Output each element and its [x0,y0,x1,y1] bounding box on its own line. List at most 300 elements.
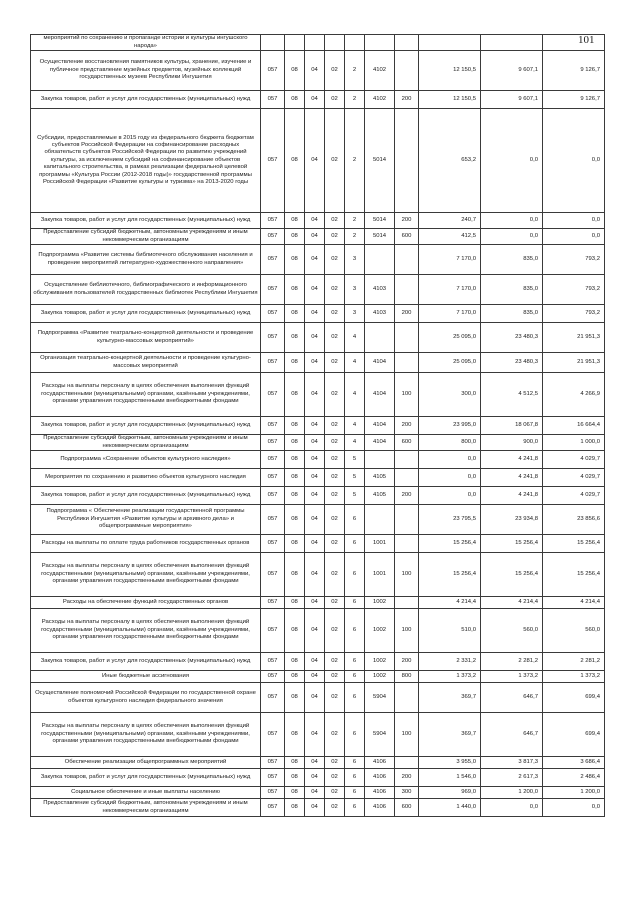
target-item-code-cell: 4104 [365,353,395,373]
amount-year1-cell: 653,2 [419,109,481,213]
target-item-code-cell: 5014 [365,109,395,213]
subprogram-code-cell: 2 [345,109,365,213]
subsection-code-cell: 04 [305,505,325,535]
expense-type-code-cell [395,51,419,91]
row-name-cell: Предоставление субсидий бюджетным, автономным учреждениям и иным некоммерческим организациям [31,799,261,817]
subsection-code-cell: 04 [305,597,325,609]
ministry-code-cell: 057 [261,373,285,417]
program-code-cell: 02 [325,305,345,323]
program-code-cell: 02 [325,109,345,213]
target-item-code-cell: 4106 [365,799,395,817]
target-item-code-cell: 4103 [365,305,395,323]
program-code-cell: 02 [325,469,345,487]
amount-year3-cell: 23 856,6 [543,505,605,535]
table-row [31,597,605,609]
program-code-cell: 02 [325,787,345,799]
section-code-cell: 08 [285,505,305,535]
section-code-cell: 08 [285,353,305,373]
ministry-code-cell: 057 [261,787,285,799]
row-name-cell: Иные бюджетные ассигнования [31,671,261,683]
amount-year2-cell: 4 241,8 [481,487,543,505]
expense-type-code-cell: 200 [395,305,419,323]
budget-table-body [31,35,605,817]
subprogram-code-cell: 6 [345,757,365,769]
amount-year1-cell: 969,0 [419,787,481,799]
row-name-cell: Осуществление библиотечного, библиографического и информационного обслуживания пользователей государственных библиотек Республики Ингушетия [31,275,261,305]
ministry-code-cell: 057 [261,505,285,535]
ministry-code-cell: 057 [261,417,285,435]
program-code-cell: 02 [325,51,345,91]
program-code-cell: 02 [325,505,345,535]
section-code-cell: 08 [285,469,305,487]
table-row [31,683,605,713]
section-code-cell: 08 [285,683,305,713]
section-code-cell: 08 [285,597,305,609]
subsection-code-cell: 04 [305,109,325,213]
amount-year3-cell: 793,2 [543,245,605,275]
expense-type-code-cell [395,469,419,487]
target-item-code-cell: 4106 [365,757,395,769]
table-row [31,451,605,469]
amount-year2-cell: 4 241,8 [481,451,543,469]
amount-year1-cell: 7 170,0 [419,245,481,275]
subprogram-code-cell: 5 [345,451,365,469]
amount-year1-cell: 25 095,0 [419,353,481,373]
ministry-code-cell: 057 [261,653,285,671]
table-row [31,535,605,553]
row-name-cell: Расходы на обеспечение функций государственных органов [31,597,261,609]
subsection-code-cell: 04 [305,469,325,487]
ministry-code-cell: 057 [261,609,285,653]
target-item-code-cell: 1002 [365,653,395,671]
amount-year2-cell: 23 934,8 [481,505,543,535]
subsection-code-cell: 04 [305,451,325,469]
amount-year3-cell: 21 951,3 [543,323,605,353]
subsection-code-cell: 04 [305,353,325,373]
amount-year3-cell: 0,0 [543,213,605,229]
amount-year3-cell: 699,4 [543,713,605,757]
ministry-code-cell: 057 [261,435,285,451]
ministry-code-cell: 057 [261,305,285,323]
table-row [31,323,605,353]
ministry-code-cell: 057 [261,91,285,109]
amount-year2-cell: 835,0 [481,275,543,305]
row-name-cell: Предоставление субсидий бюджетным, автономным учреждениям и иным некоммерческим организациям [31,229,261,245]
amount-year2-cell: 0,0 [481,109,543,213]
table-row [31,609,605,653]
table-row [31,671,605,683]
amount-year3-cell: 4 029,7 [543,451,605,469]
amount-year1-cell: 510,0 [419,609,481,653]
amount-year2-cell: 3 817,3 [481,757,543,769]
expense-type-code-cell: 100 [395,373,419,417]
amount-year2-cell: 23 480,3 [481,323,543,353]
amount-year1-cell: 23 995,0 [419,417,481,435]
program-code-cell: 02 [325,671,345,683]
target-item-code-cell: 5904 [365,713,395,757]
program-code-cell: 02 [325,245,345,275]
subprogram-code-cell: 2 [345,51,365,91]
amount-year3-cell [543,35,605,51]
subsection-code-cell: 04 [305,769,325,787]
target-item-code-cell: 5014 [365,213,395,229]
expense-type-code-cell [395,245,419,275]
table-row [31,229,605,245]
amount-year1-cell: 3 955,0 [419,757,481,769]
subprogram-code-cell: 6 [345,787,365,799]
program-code-cell: 02 [325,275,345,305]
subprogram-code-cell: 6 [345,609,365,653]
expense-type-code-cell: 200 [395,417,419,435]
subprogram-code-cell: 5 [345,487,365,505]
section-code-cell [285,35,305,51]
target-item-code-cell [365,505,395,535]
section-code-cell: 08 [285,799,305,817]
amount-year3-cell: 15 256,4 [543,553,605,597]
amount-year1-cell: 300,0 [419,373,481,417]
expense-type-code-cell [395,353,419,373]
section-code-cell: 08 [285,757,305,769]
subsection-code-cell: 04 [305,245,325,275]
program-code-cell: 02 [325,435,345,451]
amount-year1-cell: 25 095,0 [419,323,481,353]
amount-year2-cell: 23 480,3 [481,353,543,373]
row-name-cell: Расходы на выплаты персоналу в целях обеспечения выполнения функций государственными (муниципальными) органами, казёнными учреждениями, органами управления государственными внебюджетными фондами [31,713,261,757]
subprogram-code-cell: 6 [345,683,365,713]
amount-year2-cell: 0,0 [481,229,543,245]
subprogram-code-cell: 4 [345,323,365,353]
target-item-code-cell: 1002 [365,671,395,683]
amount-year2-cell: 9 607,1 [481,51,543,91]
subsection-code-cell: 04 [305,213,325,229]
amount-year2-cell: 900,0 [481,435,543,451]
target-item-code-cell: 4105 [365,469,395,487]
program-code-cell: 02 [325,683,345,713]
row-name-cell: Социальное обеспечение и иные выплаты населению [31,787,261,799]
row-name-cell: Подпрограмма «Сохранение объектов культурного наследия» [31,451,261,469]
subprogram-code-cell: 6 [345,505,365,535]
target-item-code-cell: 1002 [365,609,395,653]
subprogram-code-cell: 6 [345,769,365,787]
amount-year2-cell: 1 373,2 [481,671,543,683]
subprogram-code-cell: 6 [345,713,365,757]
amount-year1-cell: 369,7 [419,683,481,713]
section-code-cell: 08 [285,305,305,323]
program-code-cell: 02 [325,323,345,353]
subsection-code-cell: 04 [305,323,325,353]
expense-type-code-cell: 100 [395,609,419,653]
ministry-code-cell: 057 [261,275,285,305]
table-row [31,91,605,109]
target-item-code-cell [365,323,395,353]
row-name-cell: Закупка товаров, работ и услуг для государственных (муниципальных) нужд [31,653,261,671]
subsection-code-cell [305,35,325,51]
target-item-code-cell: 4102 [365,51,395,91]
amount-year2-cell: 835,0 [481,245,543,275]
amount-year3-cell: 1 200,0 [543,787,605,799]
ministry-code-cell: 057 [261,487,285,505]
amount-year1-cell: 7 170,0 [419,305,481,323]
target-item-code-cell: 5014 [365,229,395,245]
expense-type-code-cell: 200 [395,769,419,787]
section-code-cell: 08 [285,487,305,505]
amount-year2-cell: 4 214,4 [481,597,543,609]
ministry-code-cell: 057 [261,109,285,213]
expense-type-code-cell: 200 [395,213,419,229]
program-code-cell: 02 [325,609,345,653]
ministry-code-cell: 057 [261,451,285,469]
subsection-code-cell: 04 [305,275,325,305]
expense-type-code-cell: 800 [395,671,419,683]
ministry-code-cell: 057 [261,757,285,769]
amount-year3-cell: 9 126,7 [543,91,605,109]
amount-year3-cell: 15 256,4 [543,535,605,553]
target-item-code-cell: 4106 [365,787,395,799]
subsection-code-cell: 04 [305,229,325,245]
subsection-code-cell: 04 [305,787,325,799]
expense-type-code-cell: 600 [395,435,419,451]
amount-year1-cell: 12 150,5 [419,51,481,91]
program-code-cell: 02 [325,713,345,757]
row-name-cell: Подпрограмма «Развитие системы библиотечного обслуживания населения и проведение мероприятий литературно-художественного направления» [31,245,261,275]
subsection-code-cell: 04 [305,535,325,553]
amount-year1-cell: 4 214,4 [419,597,481,609]
target-item-code-cell: 1002 [365,597,395,609]
subprogram-code-cell [345,35,365,51]
row-name-cell: Расходы на выплаты персоналу в целях обеспечения выполнения функций государственными (муниципальными) органами, казёнными учреждениями, органами управления государственными внебюджетными фондами [31,373,261,417]
subprogram-code-cell: 6 [345,653,365,671]
subprogram-code-cell: 2 [345,91,365,109]
expense-type-code-cell [395,757,419,769]
table-row [31,109,605,213]
expense-type-code-cell [395,597,419,609]
amount-year2-cell: 15 256,4 [481,535,543,553]
amount-year3-cell: 0,0 [543,799,605,817]
ministry-code-cell: 057 [261,323,285,353]
amount-year2-cell: 4 512,5 [481,373,543,417]
amount-year3-cell: 699,4 [543,683,605,713]
row-name-cell: Расходы на выплаты персоналу в целях обеспечения выполнения функций государственными (муниципальными) органами, казёнными учреждениями, органами управления государственными внебюджетными фондами [31,609,261,653]
subsection-code-cell: 04 [305,757,325,769]
program-code-cell: 02 [325,553,345,597]
program-code-cell: 02 [325,213,345,229]
subprogram-code-cell: 3 [345,245,365,275]
amount-year3-cell: 4 266,9 [543,373,605,417]
table-row [31,653,605,671]
table-row [31,505,605,535]
section-code-cell: 08 [285,535,305,553]
row-name-cell: Обеспечение реализации общепрограммных мероприятий [31,757,261,769]
section-code-cell: 08 [285,435,305,451]
amount-year2-cell: 18 067,8 [481,417,543,435]
program-code-cell: 02 [325,597,345,609]
amount-year1-cell: 23 795,5 [419,505,481,535]
target-item-code-cell: 4105 [365,487,395,505]
table-row [31,469,605,487]
section-code-cell: 08 [285,787,305,799]
ministry-code-cell: 057 [261,213,285,229]
expense-type-code-cell: 200 [395,91,419,109]
target-item-code-cell: 1001 [365,553,395,597]
subsection-code-cell: 04 [305,487,325,505]
table-row [31,275,605,305]
section-code-cell: 08 [285,451,305,469]
amount-year3-cell: 21 951,3 [543,353,605,373]
page-number: 101 [578,34,595,46]
row-name-cell: Осуществление полномочий Российской Федерации по государственной охране объектов культурного наследия федерального значения [31,683,261,713]
subsection-code-cell: 04 [305,683,325,713]
subsection-code-cell: 04 [305,553,325,597]
amount-year1-cell: 412,5 [419,229,481,245]
amount-year2-cell: 4 241,8 [481,469,543,487]
expense-type-code-cell [395,35,419,51]
table-row [31,373,605,417]
table-row [31,553,605,597]
row-name-cell: Организация театрально-концертной деятельности и проведение культурно-массовых мероприятий [31,353,261,373]
expense-type-code-cell [395,323,419,353]
section-code-cell: 08 [285,553,305,597]
subsection-code-cell: 04 [305,799,325,817]
subsection-code-cell: 04 [305,435,325,451]
amount-year2-cell: 9 607,1 [481,91,543,109]
program-code-cell: 02 [325,769,345,787]
section-code-cell: 08 [285,769,305,787]
section-code-cell: 08 [285,51,305,91]
amount-year1-cell: 7 170,0 [419,275,481,305]
subprogram-code-cell: 6 [345,671,365,683]
table-row [31,353,605,373]
target-item-code-cell [365,35,395,51]
amount-year1-cell [419,35,481,51]
row-name-cell: Закупка товаров, работ и услуг для государственных (муниципальных) нужд [31,91,261,109]
amount-year2-cell [481,35,543,51]
amount-year1-cell: 1 440,0 [419,799,481,817]
section-code-cell: 08 [285,213,305,229]
amount-year2-cell: 1 200,0 [481,787,543,799]
subsection-code-cell: 04 [305,671,325,683]
table-row [31,305,605,323]
row-name-cell: Расходы на выплаты по оплате труда работников государственных органов [31,535,261,553]
amount-year3-cell: 3 686,4 [543,757,605,769]
table-row [31,435,605,451]
amount-year3-cell: 4 029,7 [543,469,605,487]
row-name-cell: мероприятий по сохранению и пропаганде истории и культуры ингушского народа» [31,35,261,51]
ministry-code-cell: 057 [261,245,285,275]
subprogram-code-cell: 4 [345,435,365,451]
expense-type-code-cell: 600 [395,229,419,245]
expense-type-code-cell [395,451,419,469]
subprogram-code-cell: 6 [345,799,365,817]
program-code-cell: 02 [325,653,345,671]
ministry-code-cell: 057 [261,51,285,91]
program-code-cell: 02 [325,353,345,373]
expense-type-code-cell: 600 [395,799,419,817]
amount-year3-cell: 2 486,4 [543,769,605,787]
amount-year1-cell: 800,0 [419,435,481,451]
program-code-cell: 02 [325,417,345,435]
amount-year1-cell: 0,0 [419,487,481,505]
subsection-code-cell: 04 [305,417,325,435]
ministry-code-cell: 057 [261,229,285,245]
program-code-cell: 02 [325,535,345,553]
target-item-code-cell [365,245,395,275]
amount-year2-cell: 646,7 [481,713,543,757]
amount-year3-cell: 793,2 [543,275,605,305]
ministry-code-cell: 057 [261,535,285,553]
subprogram-code-cell: 3 [345,305,365,323]
target-item-code-cell: 4103 [365,275,395,305]
program-code-cell: 02 [325,451,345,469]
ministry-code-cell: 057 [261,553,285,597]
row-name-cell: Расходы на выплаты персоналу в целях обеспечения выполнения функций государственными (муниципальными) органами, казёнными учреждениями, органами управления государственными внебюджетными фондами [31,553,261,597]
amount-year1-cell: 0,0 [419,469,481,487]
ministry-code-cell: 057 [261,671,285,683]
section-code-cell: 08 [285,609,305,653]
subprogram-code-cell: 4 [345,353,365,373]
amount-year3-cell: 4 214,4 [543,597,605,609]
row-name-cell: Подпрограмма « Обеспечение реализации государственной программы Республики Ингушетия «Развитие культуры и архивного дела» и общепрограммные мероприятия» [31,505,261,535]
amount-year1-cell: 2 331,2 [419,653,481,671]
subprogram-code-cell: 3 [345,275,365,305]
section-code-cell: 08 [285,417,305,435]
section-code-cell: 08 [285,245,305,275]
ministry-code-cell: 057 [261,469,285,487]
amount-year3-cell: 9 126,7 [543,51,605,91]
section-code-cell: 08 [285,373,305,417]
subsection-code-cell: 04 [305,373,325,417]
amount-year1-cell: 15 256,4 [419,553,481,597]
expense-type-code-cell [395,109,419,213]
amount-year2-cell: 646,7 [481,683,543,713]
row-name-cell: Закупка товаров, работ и услуг для государственных (муниципальных) нужд [31,305,261,323]
subprogram-code-cell: 2 [345,229,365,245]
ministry-code-cell: 057 [261,713,285,757]
target-item-code-cell: 5904 [365,683,395,713]
subsection-code-cell: 04 [305,51,325,91]
section-code-cell: 08 [285,713,305,757]
amount-year1-cell: 1 373,2 [419,671,481,683]
ministry-code-cell: 057 [261,683,285,713]
amount-year3-cell: 793,2 [543,305,605,323]
subsection-code-cell: 04 [305,653,325,671]
program-code-cell: 02 [325,229,345,245]
section-code-cell: 08 [285,671,305,683]
ministry-code-cell: 057 [261,799,285,817]
amount-year1-cell: 1 546,0 [419,769,481,787]
amount-year2-cell: 0,0 [481,799,543,817]
table-row [31,417,605,435]
table-row [31,787,605,799]
amount-year3-cell: 4 029,7 [543,487,605,505]
table-row [31,213,605,229]
table-row [31,35,605,51]
amount-year3-cell: 560,0 [543,609,605,653]
row-name-cell: Закупка товаров, работ и услуг для государственных (муниципальных) нужд [31,487,261,505]
amount-year1-cell: 369,7 [419,713,481,757]
table-row [31,245,605,275]
amount-year1-cell: 240,7 [419,213,481,229]
ministry-code-cell [261,35,285,51]
amount-year2-cell: 15 256,4 [481,553,543,597]
subprogram-code-cell: 5 [345,469,365,487]
amount-year3-cell: 2 281,2 [543,653,605,671]
subprogram-code-cell: 6 [345,597,365,609]
section-code-cell: 08 [285,229,305,245]
row-name-cell: Закупка товаров, работ и услуг для государственных (муниципальных) нужд [31,769,261,787]
row-name-cell: Подпрограмма «Развитие театрально-концертной деятельности и проведение культурно-массовых мероприятий» [31,323,261,353]
subsection-code-cell: 04 [305,609,325,653]
table-row [31,799,605,817]
